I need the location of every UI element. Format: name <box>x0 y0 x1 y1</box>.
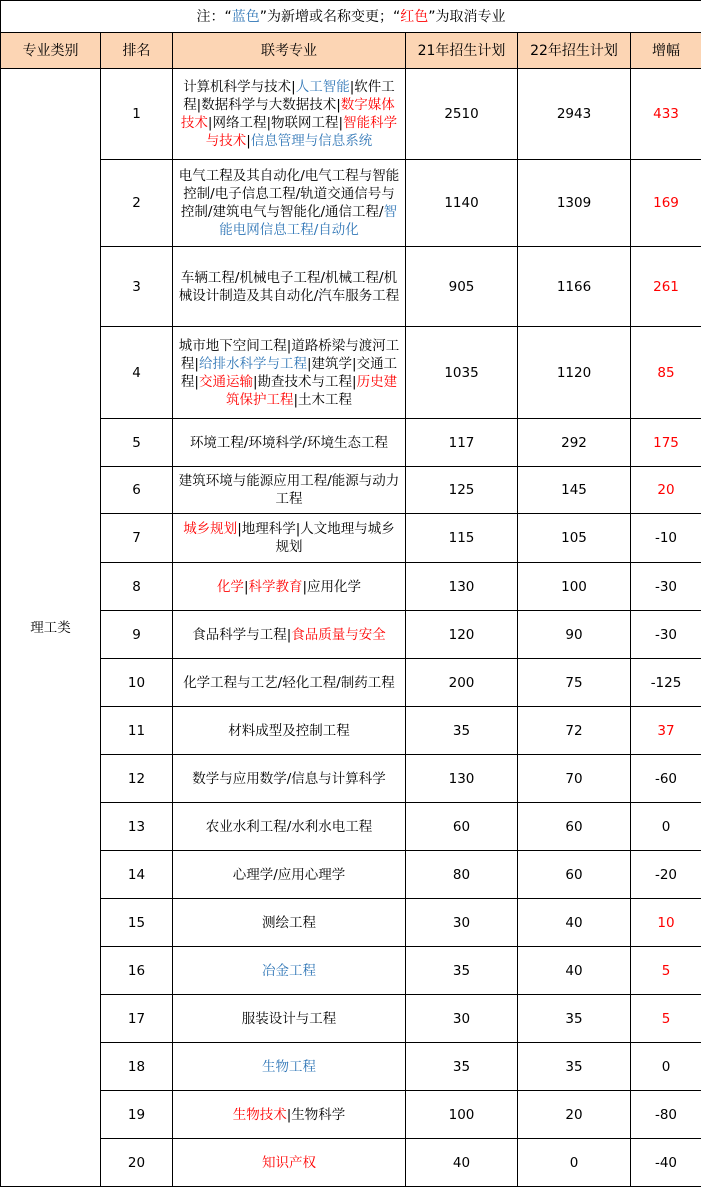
plan-21-cell: 40 <box>406 1139 518 1187</box>
plan-22-cell: 1166 <box>518 247 631 327</box>
rank-cell: 11 <box>101 707 173 755</box>
header-category: 专业类别 <box>1 33 101 69</box>
change-cell: 5 <box>631 947 701 995</box>
major-segment-0: 知识产权 <box>262 1154 316 1171</box>
major-segment-3: 交通运输 <box>198 373 253 390</box>
major-segment-0: 心理学/应用心理学 <box>232 866 346 883</box>
change-cell: 5 <box>631 995 701 1043</box>
legend-note-segment-1: 蓝色 <box>231 8 260 25</box>
table-row <box>1 69 701 160</box>
major-segment-1: |地理科学|人文地理与城乡规划 <box>237 521 395 555</box>
major-segment-0: 建筑环境与能源应用工程/能源与动力工程 <box>178 473 400 507</box>
major-segment-4: |勘查技术与工程| <box>252 373 357 390</box>
major-segment-6: |土木工程 <box>293 391 353 408</box>
plan-21-cell: 35 <box>406 947 518 995</box>
major-cell <box>173 467 406 514</box>
major-segment-3: |应用化学 <box>302 578 362 595</box>
category-cell: 理工类 <box>1 69 101 1187</box>
major-segment-6: | <box>246 133 251 149</box>
rank-cell: 8 <box>101 563 173 611</box>
major-cell <box>173 327 406 419</box>
major-segment-0: 服装设计与工程 <box>241 1010 337 1027</box>
major-segment-5: 智能科学与技术 <box>205 115 398 149</box>
plan-21-cell: 120 <box>406 611 518 659</box>
plan-22-cell: 90 <box>518 611 631 659</box>
header-change: 增幅 <box>631 33 701 69</box>
change-cell: -80 <box>631 1091 701 1139</box>
major-segment-2: |建筑学|交通工程| <box>180 355 398 390</box>
table-row <box>1 803 701 851</box>
legend-note <box>1 1 701 33</box>
major-cell <box>173 1139 406 1187</box>
major-segment-0: 生物技术 <box>232 1106 287 1123</box>
change-cell: 175 <box>631 419 701 467</box>
major-segment-0: 农业水利工程/水利水电工程 <box>205 818 373 835</box>
plan-21-cell: 60 <box>406 803 518 851</box>
major-segment-0: 计算机科学与技术| <box>183 79 296 95</box>
change-cell: -20 <box>631 851 701 899</box>
rank-cell: 2 <box>101 160 173 247</box>
plan-21-cell: 130 <box>406 755 518 803</box>
change-cell: -125 <box>631 659 701 707</box>
plan-21-cell: 905 <box>406 247 518 327</box>
major-segment-1: 人工智能 <box>295 79 350 95</box>
major-cell <box>173 803 406 851</box>
plan-22-cell: 70 <box>518 755 631 803</box>
rank-cell: 14 <box>101 851 173 899</box>
plan-22-cell: 2943 <box>518 69 631 160</box>
rank-cell: 10 <box>101 659 173 707</box>
table-row <box>1 659 701 707</box>
header-plan-21: 21年招生计划 <box>406 33 518 69</box>
major-segment-1: | <box>243 578 249 595</box>
plan-22-cell: 105 <box>518 514 631 563</box>
change-cell: -60 <box>631 755 701 803</box>
plan-21-cell: 100 <box>406 1091 518 1139</box>
major-segment-0: 城乡规划 <box>183 521 238 537</box>
major-cell <box>173 160 406 247</box>
plan-22-cell: 60 <box>518 803 631 851</box>
change-cell: 85 <box>631 327 701 419</box>
major-segment-0: 食品科学与工程| <box>192 626 292 643</box>
plan-21-cell: 1035 <box>406 327 518 419</box>
major-segment-0: 冶金工程 <box>262 962 316 979</box>
major-cell <box>173 947 406 995</box>
major-segment-0: 车辆工程/机械电子工程/机械工程/机械设计制造及其自动化/汽车服务工程 <box>178 269 400 304</box>
major-cell <box>173 755 406 803</box>
table-row <box>1 514 701 563</box>
table-row <box>1 611 701 659</box>
plan-21-cell: 117 <box>406 419 518 467</box>
table-row <box>1 160 701 247</box>
change-cell: -40 <box>631 1139 701 1187</box>
major-cell <box>173 1043 406 1091</box>
major-segment-7: 信息管理与信息系统 <box>250 133 373 149</box>
table-row <box>1 419 701 467</box>
plan-22-cell: 35 <box>518 995 631 1043</box>
table-row <box>1 563 701 611</box>
plan-21-cell: 200 <box>406 659 518 707</box>
rank-cell: 4 <box>101 327 173 419</box>
plan-21-cell: 30 <box>406 995 518 1043</box>
table-row <box>1 247 701 327</box>
table-row <box>1 755 701 803</box>
major-segment-1: 智能电网信息工程/自动化 <box>219 204 398 238</box>
major-cell <box>173 851 406 899</box>
major-cell <box>173 247 406 327</box>
plan-22-cell: 75 <box>518 659 631 707</box>
header-plan-22: 22年招生计划 <box>518 33 631 69</box>
plan-22-cell: 35 <box>518 1043 631 1091</box>
change-cell: 433 <box>631 69 701 160</box>
change-cell: 261 <box>631 247 701 327</box>
rank-cell: 16 <box>101 947 173 995</box>
rank-cell: 20 <box>101 1139 173 1187</box>
change-cell: -30 <box>631 611 701 659</box>
plan-22-cell: 60 <box>518 851 631 899</box>
legend-note-segment-4: ”为取消专业 <box>428 8 506 25</box>
header-row <box>1 33 701 69</box>
major-segment-0: 生物工程 <box>262 1058 316 1075</box>
plan-21-cell: 115 <box>406 514 518 563</box>
rank-cell: 7 <box>101 514 173 563</box>
change-cell: 0 <box>631 1043 701 1091</box>
major-cell <box>173 1091 406 1139</box>
plan-22-cell: 40 <box>518 947 631 995</box>
plan-22-cell: 20 <box>518 1091 631 1139</box>
plan-21-cell: 130 <box>406 563 518 611</box>
major-segment-0: 测绘工程 <box>262 914 316 931</box>
major-segment-2: |软件工程|数据科学与大数据技术| <box>183 79 395 113</box>
plan-22-cell: 72 <box>518 707 631 755</box>
major-cell <box>173 563 406 611</box>
change-cell: 0 <box>631 803 701 851</box>
major-segment-0: 材料成型及控制工程 <box>228 722 350 739</box>
major-cell <box>173 419 406 467</box>
change-cell: -30 <box>631 563 701 611</box>
major-cell <box>173 899 406 947</box>
plan-21-cell: 2510 <box>406 69 518 160</box>
legend-note-segment-2: ”为新增或名称变更；“ <box>259 8 401 25</box>
plan-22-cell: 1309 <box>518 160 631 247</box>
plan-22-cell: 40 <box>518 899 631 947</box>
plan-21-cell: 35 <box>406 707 518 755</box>
major-cell <box>173 69 406 160</box>
plan-22-cell: 0 <box>518 1139 631 1187</box>
plan-22-cell: 1120 <box>518 327 631 419</box>
major-cell <box>173 995 406 1043</box>
rank-cell: 15 <box>101 899 173 947</box>
table-row <box>1 1139 701 1187</box>
legend-note-segment-0: 注：“ <box>196 8 232 25</box>
change-cell: 169 <box>631 160 701 247</box>
rank-cell: 1 <box>101 69 173 160</box>
change-cell: 20 <box>631 467 701 514</box>
rank-cell: 5 <box>101 419 173 467</box>
plan-21-cell: 1140 <box>406 160 518 247</box>
table-row <box>1 707 701 755</box>
change-cell: 37 <box>631 707 701 755</box>
major-segment-2: 科学教育 <box>248 578 303 595</box>
rank-cell: 6 <box>101 467 173 514</box>
table-row <box>1 327 701 419</box>
rank-cell: 18 <box>101 1043 173 1091</box>
major-segment-0: 化学 <box>216 578 244 595</box>
major-segment-0: 环境工程/环境科学/环境生态工程 <box>189 434 389 451</box>
major-segment-3: 数字媒体技术 <box>180 97 395 131</box>
major-segment-1: 食品质量与安全 <box>291 626 386 643</box>
major-segment-0: 化学工程与工艺/轻化工程/制药工程 <box>183 674 395 691</box>
table-row <box>1 947 701 995</box>
table-row <box>1 467 701 514</box>
major-cell <box>173 707 406 755</box>
plan-21-cell: 80 <box>406 851 518 899</box>
rank-cell: 13 <box>101 803 173 851</box>
major-segment-1: |生物科学 <box>286 1106 346 1123</box>
rank-cell: 19 <box>101 1091 173 1139</box>
major-segment-0: 数学与应用数学/信息与计算科学 <box>192 770 386 787</box>
table-body <box>1 69 701 1187</box>
major-cell <box>173 514 406 563</box>
change-cell: 10 <box>631 899 701 947</box>
table-row <box>1 899 701 947</box>
change-cell: -10 <box>631 514 701 563</box>
rank-cell: 12 <box>101 755 173 803</box>
major-segment-0: 城市地下空间工程|道路桥梁与渡河工程| <box>178 337 400 372</box>
table-row <box>1 851 701 899</box>
plan-22-cell: 145 <box>518 467 631 514</box>
major-segment-1: 给排水科学与工程 <box>198 355 307 372</box>
plan-21-cell: 35 <box>406 1043 518 1091</box>
plan-21-cell: 30 <box>406 899 518 947</box>
table-row <box>1 1043 701 1091</box>
plan-22-cell: 292 <box>518 419 631 467</box>
rank-cell: 9 <box>101 611 173 659</box>
table-row <box>1 995 701 1043</box>
major-cell <box>173 611 406 659</box>
major-cell <box>173 659 406 707</box>
rank-cell: 17 <box>101 995 173 1043</box>
table-row <box>1 1091 701 1139</box>
plan-22-cell: 100 <box>518 563 631 611</box>
major-segment-4: |网络工程|物联网工程| <box>207 115 344 131</box>
major-segment-0: 电气工程及其自动化/电气工程与智能控制/电子信息工程/轨道交通信号与控制/建筑电气与智能化/通信工程/ <box>178 168 400 220</box>
rank-cell: 3 <box>101 247 173 327</box>
header-rank: 排名 <box>101 33 173 69</box>
major-segment-5: 历史建筑保护工程 <box>225 373 398 408</box>
header-major: 联考专业 <box>173 33 406 69</box>
plan-21-cell: 125 <box>406 467 518 514</box>
legend-note-segment-3: 红色 <box>400 8 429 25</box>
